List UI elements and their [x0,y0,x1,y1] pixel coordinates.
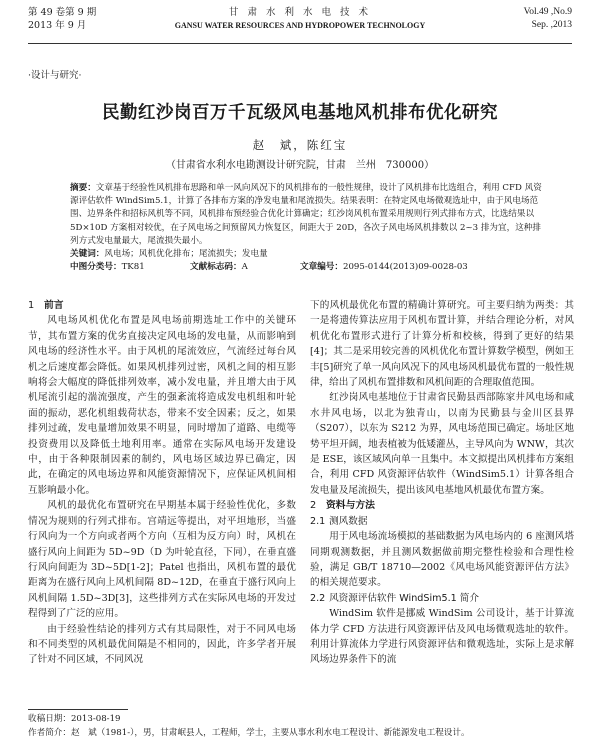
classification-row [70,261,545,274]
doc-value: A [241,262,248,273]
heading-introduction [28,298,296,313]
header-divider [28,43,572,44]
header-issue-en [524,6,572,32]
heading-text: 资料与方法 [326,500,375,512]
heading-methods [310,498,574,513]
subheading-wind-data [310,514,574,529]
subheading-number: 2.1 [310,515,326,527]
header-journal [28,6,572,32]
left-column [28,298,296,668]
paragraph: WindSim 软件是挪威 WindSim 公司设计，基于计算流体力学 CFD 方法进行风资源评估及风电场微观选址的软件。利用计算流体力学进行风资源评估和微观选址，实际上是求解风场边界条件下的流 [310,608,574,666]
document-code [190,261,300,274]
paper-title: 民勤红沙岗百万千瓦级风电基地风机排布优化研究 [102,103,498,123]
footnote-author: 作者简介：赵 斌（1981-），男，甘肃岷县人，工程师，学士，主要从事水利水电工程设计、新能源发电工程设计。 [28,728,470,738]
abstract-text: 文章基于经验性风机排布思路和单一风向风况下的风机排布的一般性规律，设计了风机排布比选组合，利用 CFD 风资源评估软件 WindSim5.1，计算了各排布方案的净发电量和尾流损失。结果表明：在特定风电场微观选址中，由于风电场范围、边界条件和招标风机等不同，风机排布预经验合优化计算确定；红沙岗风机布置采用规则行列式排布方式，比选结果以 5D×10D 方案相对较优，在子风电场之间预留风力恢复区，间距大于 20D，各次子风电场风机排数以 2~3 排为宜，这种排列方式发电量最大，尾流损失最小。 [70,183,542,246]
heading-number: 2 [310,500,317,512]
abstract [70,182,545,248]
paper-authors: 赵 斌，陈红宝 [252,138,348,152]
footnote-received: 收稿日期：2013-08-19 [28,714,121,724]
subheading-text: 测风数据 [329,515,368,527]
abstract-block [70,182,545,274]
clc-number [70,261,190,274]
header-date-en: Sep. ,2013 [531,20,572,30]
paragraph: 用于风电场流场模拟的基础数据为风电场内的 6 座测风塔同期观测数据，并且测风数据做前期完整性检验和合理性检验，满足 GB/T 18710—2002《风电场风能资源评估方法》的相关规范要求。 [310,531,574,589]
heading-text: 前言 [44,300,64,311]
footnote-divider [28,709,128,710]
header-date: 2013 年 9 月 [28,20,87,31]
header-journal-en: GANSU WATER RESOURCES AND HYDROPOWER TECHNOLOGY [174,21,426,30]
paragraph: 风电场风机优化布置是风电场前期选址工作中的关键环节，其布置方案的优劣直接决定风电场的发电量，从而影响到风电场的经济性水平。由于风机的尾流效应，气流经过每台风机之后速度都会降低。如果风机排列过密，风机之间的相互影响将会大幅度的降低排列效率，减小发电量，并且增大由于风机尾流引起的湍流强度，产生的强紊流将造成发电机组和叶轮面的振动，恶化机组载荷状态，带来不安全因素；反之，如果排列过疏，发电量增加效果不明显，同时增加了道路、电缆等投资费用以及降低土地利用率。通常在实际风电场开发建设中，由于各种限制因素的制约，风电场区域边界已确定，因此，在确定的风电场边界和风能资源情况下，应保证风机间相互影响最小化。 [28,315,296,496]
heading-number: 1 [28,300,35,311]
doc-label: 文献标志码： [190,262,242,273]
running-header [28,6,572,44]
header-journal-cn: 甘 肃 水 利 水 电 技 术 [228,7,372,18]
abstract-label: 摘要： [70,183,96,193]
clc-value: TK81 [121,262,145,273]
subheading-number: 2.2 [310,592,326,604]
paragraph: 由于经验性结论的排列方式有其局限性，对于不同风电场和不同类型的风机最优间隔是不相同的，因此，许多学者开展了针对不同区域，不同风况 [28,623,296,666]
header-volume-en: Vol.49 ,No.9 [523,7,572,17]
paper-affiliation: （甘肃省水利水电勘测设计研究院，甘肃 兰州 730000） [165,160,435,171]
article-value: 2095-0144(2013)09-0028-03 [342,262,468,273]
right-column [310,298,574,668]
clc-label: 中图分类号： [70,262,122,273]
section-tag: ·设计与研究· [28,70,82,81]
keywords-label: 关键词： [70,249,105,260]
keywords-text: 风电场；风机优化排布；尾流损失；发电量 [104,249,268,260]
subheading-windsim [310,591,574,606]
article-number [300,261,468,274]
article-label: 文章编号： [300,262,343,273]
paragraph: 下的风机最优化布置的精确计算研究。可主要归纳为两类：其一是将遗传算法应用于风机布置计算，并结合理论分析，对风机优化布置形式进行了计算分析和校核，得到了更好的结果[4]；其二是采用较完善的风机优化布置计算数学模型，例如王丰[5]研究了单一风向风况下的风电场风机最优布置的一般性规律，给出了风机布置排数和风机间距的合理取值范围。 [310,300,574,389]
paragraph: 红沙岗风电基地位于甘肃省民勤县西部陈家井风电场和咸水井风电场，以北为独青山，以南为民勤县与金川区县界（S207），以东为 S212 为界，风电场范围已确定。场址区地势平坦开阔，地表植被为低矮灌丛，主导风向为 WNW，其次是 ESE，该区域风向单一且集中。本文拟提出风机排布方案组合，利用 CFD 风资源评估软件（WindSim5.1）计算各组合发电量及尾流损失，提出该风电基地风机最优布置方案。 [310,392,574,496]
keywords [70,248,545,261]
paragraph: 风机的最优化布置研究在早期基本属于经验性优化，多数情况为规则的行列式排布。宫靖远等提出，对平坦地形，当盛行风向为一个方向或者两个方向（互相为反方向）时，风机在盛行风向上间距为 5D~9D（D 为叶轮直径，下同），在垂直盛行风向间距为 3D~5D[1-2]；Patel 也指出，风机布置的最优距离为在盛行风向上风机间隔 8D~12D，在垂直于盛行风向上风机间隔 1.5D~3D[3]，这些排列方式在实际风电场的开发过程得到了广泛的应用。 [28,500,296,620]
header-volume: 第 49 卷第 9 期 [28,7,97,18]
subheading-text: 风资源评估软件 WindSim5.1 简介 [329,592,479,604]
